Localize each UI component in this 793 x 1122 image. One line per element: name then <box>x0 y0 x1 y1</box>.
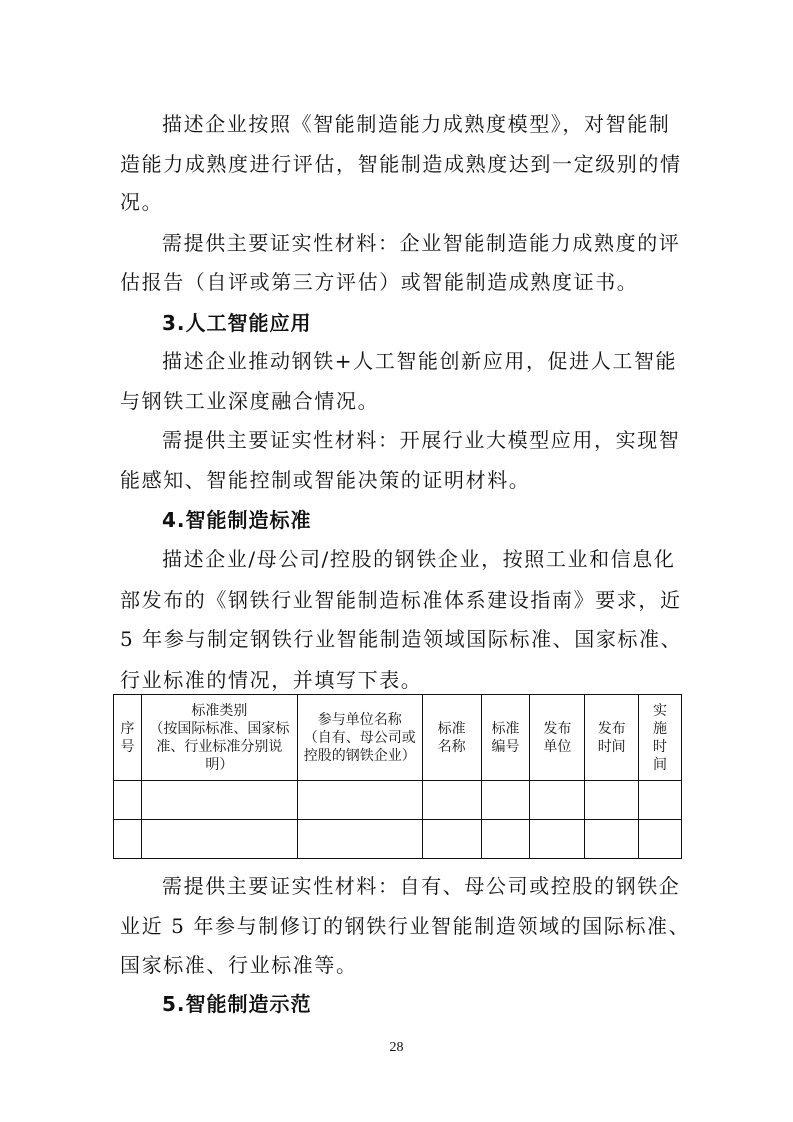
text-line: 国家标准、行业标准等。 <box>120 953 358 977</box>
table-cell[interactable] <box>481 820 530 859</box>
text-line: 能感知、智能控制或智能决策的证明材料。 <box>120 468 531 492</box>
header-number: 标准编号 <box>481 695 530 781</box>
header-seq: 序号 <box>114 695 142 781</box>
table-cell[interactable] <box>481 781 530 820</box>
standards-table <box>113 694 682 859</box>
header-name: 标准名称 <box>422 695 481 781</box>
header-unit <box>297 695 422 781</box>
text-line: 造能力成熟度进行评估，智能制造成熟度达到一定级别的情 <box>120 152 682 176</box>
header-category <box>141 695 297 781</box>
table-header-row <box>114 695 682 781</box>
text-line: 需提供主要证实性材料：开展行业大模型应用，实现智 <box>162 428 681 452</box>
text-line: 业近 5 年参与制修订的钢铁行业智能制造领域的国际标准、 <box>120 914 691 938</box>
table-row <box>114 781 682 820</box>
table-row <box>114 820 682 859</box>
table-cell[interactable] <box>114 781 142 820</box>
header-category-title: 标准类别 <box>191 702 248 719</box>
table-cell[interactable] <box>585 781 639 820</box>
text-line: 况。 <box>120 190 164 214</box>
text-line: 与钢铁工业深度融合情况。 <box>120 389 380 413</box>
table-cell[interactable] <box>639 781 682 820</box>
text-line: 描述企业按照《智能制造能力成熟度模型》，对智能制 <box>162 112 671 136</box>
section-heading-standards: 4.智能制造标准 <box>162 508 312 532</box>
text-line: 部发布的《钢铁行业智能制造标准体系建设指南》要求，近 <box>120 588 682 612</box>
text-line: 行业标准的情况，并填写下表。 <box>120 668 423 692</box>
text-line: 需提供主要证实性材料：自有、母公司或控股的钢铁企 <box>162 874 681 898</box>
table-cell[interactable] <box>422 781 481 820</box>
header-pub-time: 发布时间 <box>585 695 639 781</box>
table-cell[interactable] <box>297 820 422 859</box>
header-impl-time: 实施时间 <box>639 695 682 781</box>
table-cell[interactable] <box>639 820 682 859</box>
header-unit-title: 参与单位名称 <box>317 711 402 728</box>
table-cell[interactable] <box>114 820 142 859</box>
section-heading-demo: 5.智能制造示范 <box>162 992 312 1016</box>
table-cell[interactable] <box>141 820 297 859</box>
section-heading-ai: 3.人工智能应用 <box>162 311 312 335</box>
header-unit-note: （自有、母公司或控股的钢铁企业） <box>303 729 416 764</box>
table-cell[interactable] <box>297 781 422 820</box>
text-line: 5 年参与制定钢铁行业智能制造领域国际标准、国家标准、 <box>120 627 683 651</box>
text-line: 估报告（自评或第三方评估）或智能制造成熟度证书。 <box>120 270 639 294</box>
table-cell[interactable] <box>530 820 585 859</box>
text-line: 描述企业/母公司/控股的钢铁企业，按照工业和信息化 <box>162 547 676 571</box>
table-cell[interactable] <box>585 820 639 859</box>
text-line: 需提供主要证实性材料：企业智能制造能力成熟度的评 <box>162 231 681 255</box>
page-number: 28 <box>389 1040 404 1055</box>
table-cell[interactable] <box>530 781 585 820</box>
table-cell[interactable] <box>141 781 297 820</box>
table-cell[interactable] <box>422 820 481 859</box>
header-category-note: （按国际标准、国家标准、行业标准分别说明） <box>149 720 290 773</box>
header-publisher: 发布单位 <box>530 695 585 781</box>
text-line: 描述企业推动钢铁+人工智能创新应用，促进人工智能 <box>162 349 678 373</box>
